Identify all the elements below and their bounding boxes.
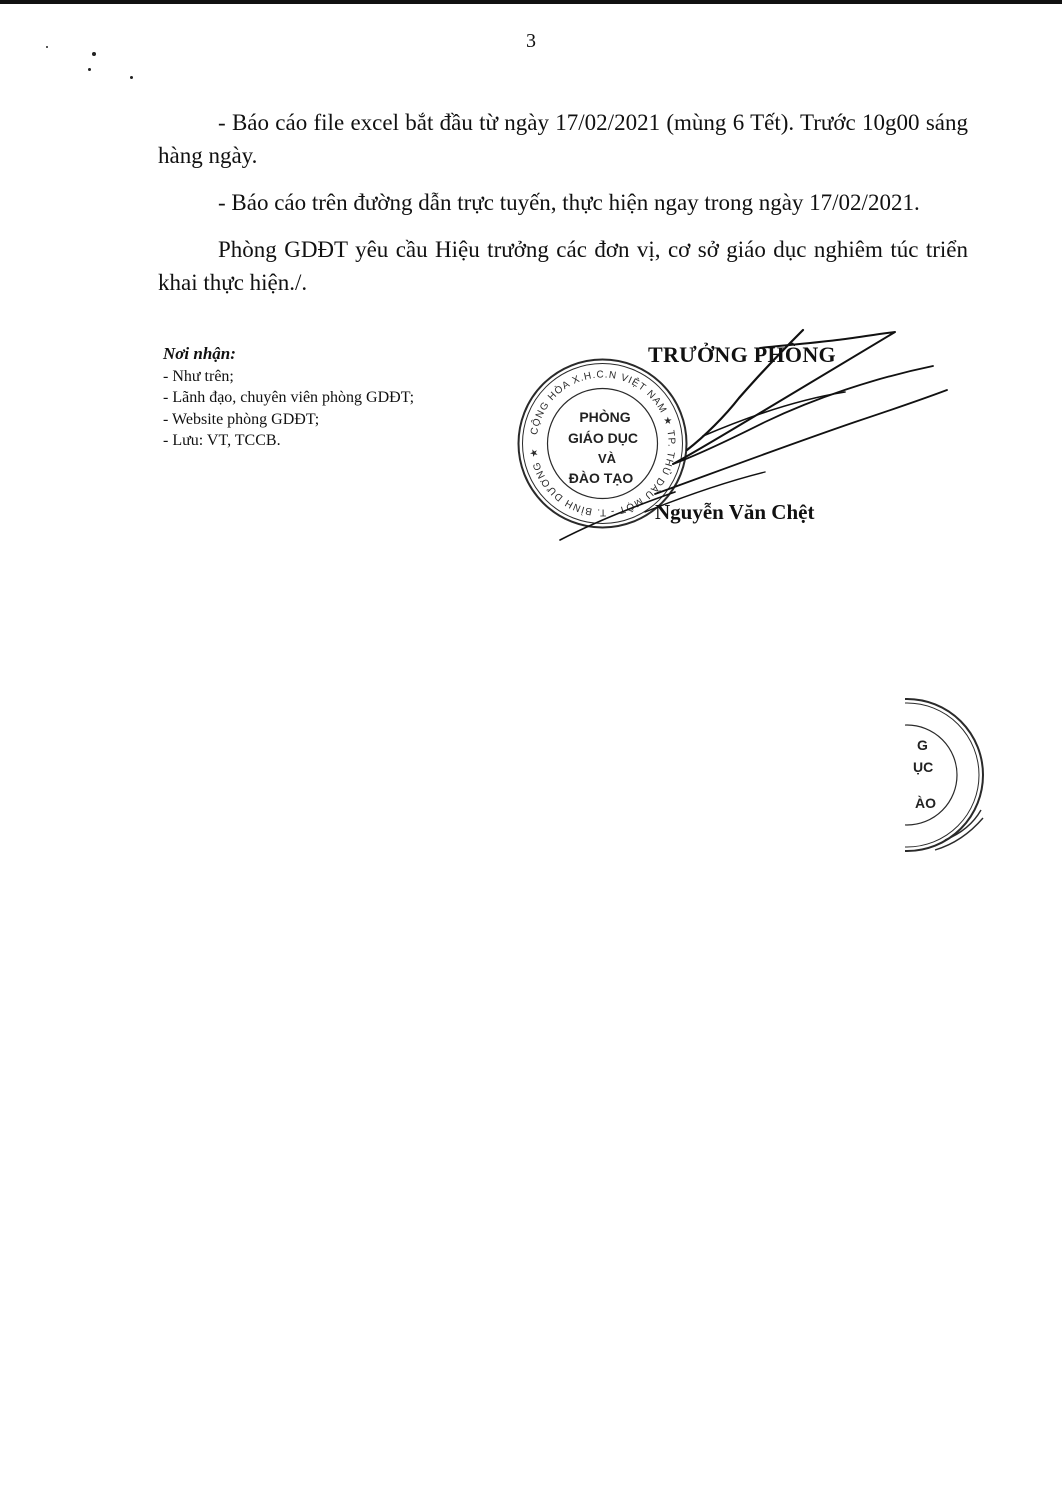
partial-seal-line: ÀO [915,795,936,811]
recipients-block [163,343,414,452]
seal-center-line: GIÁO DỤC [568,430,638,446]
paragraph-excel-report: - Báo cáo file excel bắt đầu từ ngày 17/02/2021 (mùng 6 Tết). Trước 10g00 sáng hàng ngày. [158,110,968,168]
signature-block [515,326,955,546]
seal-center-line: ĐÀO TẠO [568,470,634,486]
scan-speck [88,68,91,71]
seal-center-line: VÀ [597,451,617,466]
paragraph-online-report: - Báo cáo trên đường dẫn trực tuyến, thực hiện ngay trong ngày 17/02/2021. [218,190,920,215]
seal-ring-text: CỘNG HÒA X.H.C.N VIỆT NAM ★ TP. THỦ DẦU MỘT - T. BÌNH DƯƠNG ★ [528,369,677,518]
page-top-border [0,0,1062,4]
paragraph-closing-request: Phòng GDĐT yêu cầu Hiệu trưởng các đơn vị, cơ sở giáo dục nghiêm túc triển khai thực hiện./. [158,237,968,295]
scan-speck [46,46,48,48]
recipient-item: - Lãnh đạo, chuyên viên phòng GDĐT; [163,389,415,406]
signer-title: TRƯỞNG PHÒNG [648,342,836,367]
recipient-item: - Lưu: VT, TCCB. [163,432,281,449]
body-text [158,106,968,313]
partial-seal [905,690,985,860]
scan-speck [92,52,96,56]
recipient-item: - Website phòng GDĐT; [163,410,320,428]
handwritten-signature [555,326,955,546]
signer-name: Nguyễn Văn Chệt [655,500,815,524]
recipient-item: - Như trên; [163,367,234,385]
seal-center-line: PHÒNG [579,409,631,425]
partial-seal-line: ỤC [913,759,934,775]
page-number: 3 [526,30,536,52]
partial-seal-line: G [917,737,928,753]
recipients-heading: Nơi nhận: [163,344,236,363]
scan-speck [130,76,133,79]
